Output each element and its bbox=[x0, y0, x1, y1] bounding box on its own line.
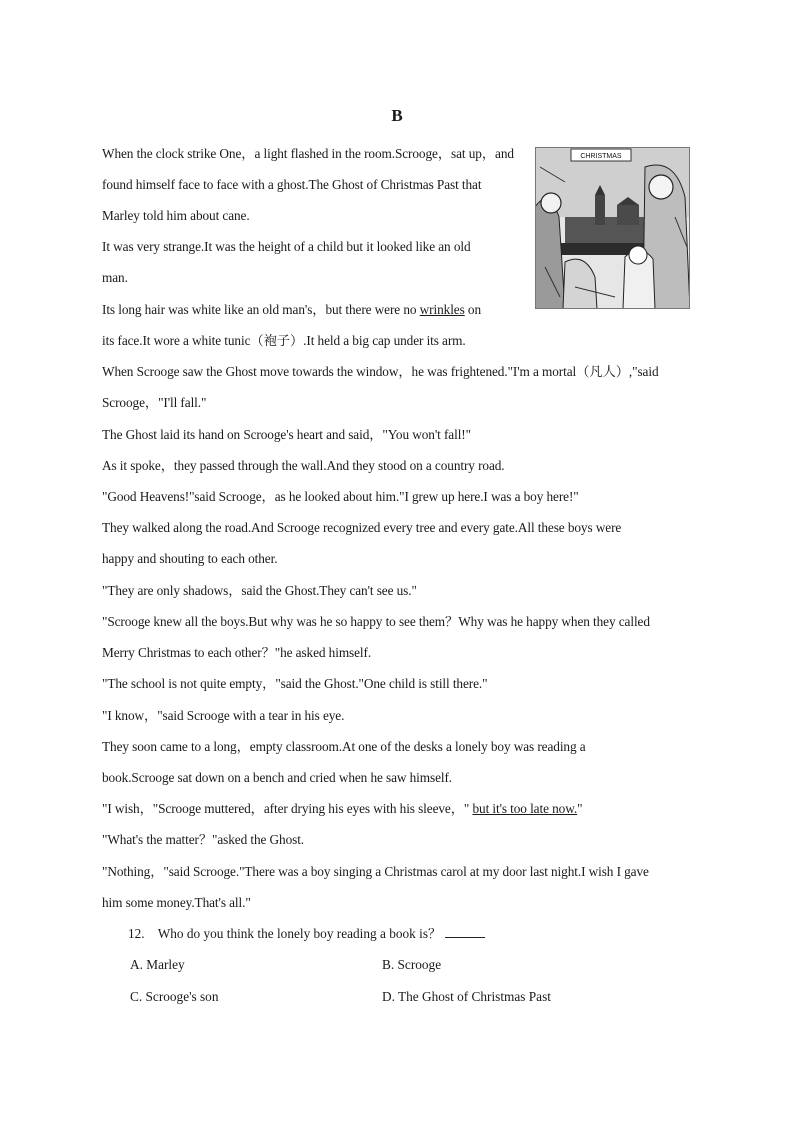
passage-line: When the clock strike One，a light flashed in the room.Scrooge，sat up，and bbox=[102, 146, 514, 161]
option-d[interactable] bbox=[382, 987, 551, 1007]
passage-line: "What's the matter？"asked the Ghost. bbox=[102, 832, 305, 847]
passage-line bbox=[102, 799, 582, 819]
passage-line: They soon came to a long，empty classroom.At one of the desks a lonely boy was reading a bbox=[102, 739, 586, 754]
option-c[interactable] bbox=[130, 987, 218, 1007]
option-letter: D. bbox=[382, 989, 395, 1004]
option-letter: C. bbox=[130, 989, 143, 1004]
option-b[interactable] bbox=[382, 955, 441, 975]
passage-line: "Nothing，"said Scrooge."There was a boy singing a Christmas carol at my door last night.I wish I gave bbox=[102, 864, 649, 879]
passage-text: " bbox=[577, 801, 583, 816]
passage-line: him some money.That's all." bbox=[102, 895, 251, 910]
passage-text: "I wish，"Scrooge muttered，after drying his eyes with his sleeve，" bbox=[102, 801, 473, 816]
option-text: Marley bbox=[146, 957, 185, 972]
passage-text: on bbox=[464, 302, 481, 317]
passage-line: "The school is not quite empty，"said the Ghost."One child is still there." bbox=[102, 676, 488, 691]
passage-line: found himself face to face with a ghost.The Ghost of Christmas Past that bbox=[102, 177, 482, 192]
passage-line: its face.It wore a white tunic（袍子）.It held a big cap under its arm. bbox=[102, 333, 466, 348]
option-text: The Ghost of Christmas Past bbox=[398, 989, 551, 1004]
passage-line: Scrooge，"I'll fall." bbox=[102, 395, 207, 410]
option-a[interactable] bbox=[130, 955, 185, 975]
underlined-sentence: but it's too late now. bbox=[472, 801, 578, 816]
passage-line: Merry Christmas to each other？"he asked himself. bbox=[102, 645, 372, 660]
passage-line: They walked along the road.And Scrooge recognized every tree and every gate.All these boys were bbox=[102, 520, 622, 535]
passage-line bbox=[102, 300, 481, 320]
passage-line: happy and shouting to each other. bbox=[102, 551, 278, 566]
question-number: 12. bbox=[128, 926, 145, 941]
story-illustration bbox=[535, 147, 690, 309]
passage-line: "Scrooge knew all the boys.But why was he so happy to see them？Why was he happy when they called bbox=[102, 614, 650, 629]
option-text: Scrooge bbox=[397, 957, 442, 972]
option-text: Scrooge's son bbox=[145, 989, 219, 1004]
option-letter: A. bbox=[130, 957, 143, 972]
passage-line: book.Scrooge sat down on a bench and cried when he saw himself. bbox=[102, 770, 453, 785]
passage-line: "I know，"said Scrooge with a tear in his eye. bbox=[102, 708, 345, 723]
illustration-drawing bbox=[535, 147, 690, 309]
passage-line: "They are only shadows，said the Ghost.They can't see us." bbox=[102, 583, 417, 598]
passage-line: When Scrooge saw the Ghost move towards the window，he was frightened."I'm a mortal（凡人）,"said bbox=[102, 364, 659, 379]
passage-line: man. bbox=[102, 270, 128, 285]
passage-line: Marley told him about cane. bbox=[102, 208, 250, 223]
option-letter: B. bbox=[382, 957, 395, 972]
passage-line: It was very strange.It was the height of a child but it looked like an old bbox=[102, 239, 471, 254]
passage-line: As it spoke，they passed through the wall.And they stood on a country road. bbox=[102, 458, 505, 473]
illustration-sign-text: CHRISTMAS bbox=[580, 153, 622, 160]
section-title: B bbox=[391, 106, 403, 125]
passage-line: "Good Heavens!"said Scrooge，as he looked about him."I grew up here.I was a boy here!" bbox=[102, 489, 579, 504]
underlined-word-wrinkles: wrinkles bbox=[419, 302, 465, 317]
passage-text: Its long hair was white like an old man's，but there were no bbox=[102, 302, 420, 317]
answer-blank[interactable] bbox=[445, 924, 485, 938]
question-12 bbox=[128, 924, 485, 944]
question-text: Who do you think the lonely boy reading a book is？ bbox=[157, 926, 442, 941]
passage-line: The Ghost laid its hand on Scrooge's heart and said，"You won't fall!" bbox=[102, 427, 471, 442]
